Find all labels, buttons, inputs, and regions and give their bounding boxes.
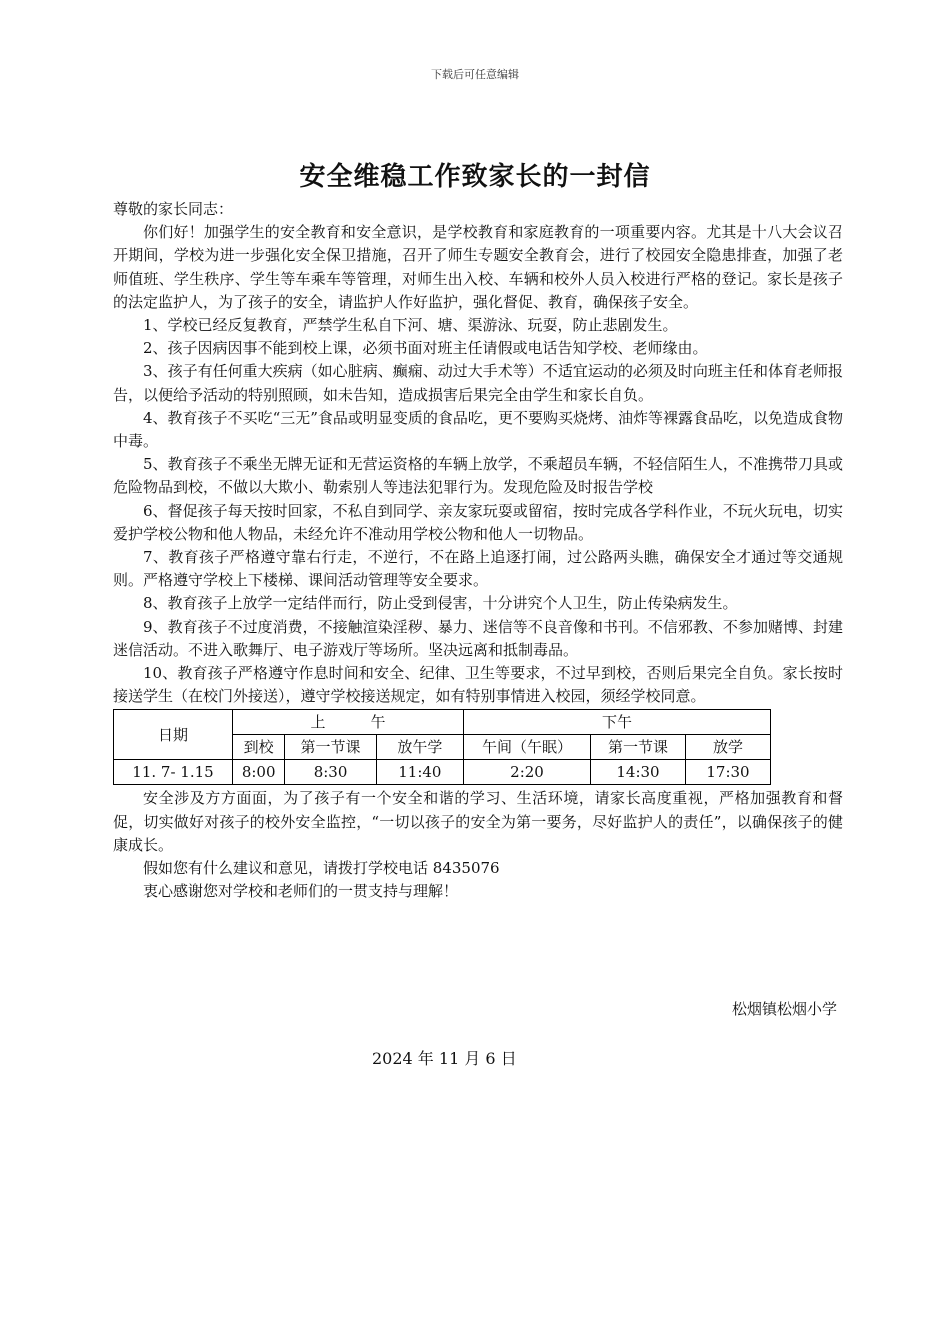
list-item: 9、教育孩子不过度消费，不接触渲染淫秽、暴力、迷信等不良音像和书刊。不信邪教、不参加赌博、封建迷信活动。不进入歌舞厅、电子游戏厅等场所。坚决远离和抵制毒品。 — [113, 617, 843, 659]
column-header: 第一节课 — [285, 735, 376, 760]
header-note: 下载后可任意编辑 — [431, 68, 519, 81]
column-header: 放学 — [686, 735, 771, 760]
schedule-table — [113, 709, 771, 785]
column-header: 第一节课 — [591, 735, 686, 760]
contact-line: 假如您有什么建议和意见，请拨打学校电话 8435076 — [143, 859, 500, 878]
table-row — [114, 760, 771, 785]
list-item: 2、孩子因病因事不能到校上课，必须书面对班主任请假或电话告知学校、老师缘由。 — [143, 339, 708, 358]
signature: 松烟镇松烟小学 — [731, 1000, 837, 1018]
list-item: 6、督促孩子每天按时回家，不私自到同学、亲友家玩耍或留宿，按时完成各学科作业，不玩火玩电，切实爱护学校公物和他人物品，未经允许不准动用学校公物和他人一切物品。 — [113, 501, 843, 543]
time-cell: 2:20 — [464, 760, 591, 785]
time-cell: 17:30 — [686, 760, 771, 785]
letter-date: 2024 年 11 月 6 日 — [372, 1049, 517, 1068]
list-item: 5、教育孩子不乘坐无牌无证和无营运资格的车辆上放学，不乘超员车辆，不轻信陌生人，不准携带刀具或危险物品到校，不做以大欺小、勒索别人等违法犯罪行为。发现危险及时报告学校 — [113, 455, 843, 497]
list-item: 7、教育孩子严格遵守靠右行走，不逆行，不在路上追逐打闹，过公路两头瞧，确保安全才通过等交通规则。严格遵守学校上下楼梯、课间活动管理等安全要求。 — [113, 548, 843, 590]
column-header: 午间（午眠） — [464, 735, 591, 760]
column-header: 到校 — [233, 735, 285, 760]
column-header: 放午学 — [376, 735, 463, 760]
am-header: 上 午 — [233, 710, 464, 735]
date-value: 11. 7- 1.15 — [114, 760, 233, 785]
list-item: 10、教育孩子严格遵守作息时间和安全、纪律、卫生等要求，不过早到校，否则后果完全自负。家长按时接送学生（在校门外接送），遵守学校接送规定，如有特别事情进入校园，须经学校同意。 — [113, 664, 843, 706]
thanks-line: 衷心感谢您对学校和老师们的一贯支持与理解！ — [143, 882, 459, 901]
time-cell: 8:00 — [233, 760, 285, 785]
list-item: 8、教育孩子上放学一定结伴而行，防止受到侵害，十分讲究个人卫生，防止传染病发生。 — [143, 594, 738, 613]
list-item: 3、孩子有任何重大疾病（如心脏病、癫痫、动过大手术等）不适宜运动的必须及时向班主任和体育老师报告，以便给予活动的特别照顾，如未告知，造成损害后果完全由学生和家长自负。 — [113, 362, 843, 404]
pm-header: 下午 — [464, 710, 771, 735]
time-cell: 14:30 — [591, 760, 686, 785]
time-cell: 11:40 — [376, 760, 463, 785]
letter-body — [113, 198, 843, 903]
intro-paragraph: 你们好！加强学生的安全教育和安全意识，是学校教育和家庭教育的一项重要内容。尤其是十八大会议召开期间，学校为进一步强化安全保卫措施，召开了师生专题安全教育会，进行了校园安全隐患排查，加强了老师值班、学生秩序、学生等车乘车等管理，对师生出入校、车辆和校外人员入校进行严格的登记。家长是孩子的法定监护人，为了孩子的安全，请监护人作好监护，强化督促、教育，确保孩子安全。 — [113, 223, 843, 311]
date-header: 日期 — [114, 710, 233, 760]
greeting: 尊敬的家长同志： — [113, 200, 234, 218]
closing-paragraph: 安全涉及方方面面，为了孩子有一个安全和谐的学习、生活环境，请家长高度重视，严格加强教育和督促，切实做好对孩子的校外安全监控，“一切以孩子的安全为第一要务，尽好监护人的责任”，以确保孩子的健康成长。 — [113, 789, 843, 854]
list-item: 1、学校已经反复教育，严禁学生私自下河、塘、渠游泳、玩耍，防止悲剧发生。 — [143, 316, 678, 335]
list-item: 4、教育孩子不买吃“三无”食品或明显变质的食品吃，更不要购买烧烤、油炸等裸露食品吃，以免造成食物中毒。 — [113, 408, 843, 451]
page-title: 安全维稳工作致家长的一封信 — [299, 162, 651, 192]
table-row — [114, 710, 771, 735]
time-cell: 8:30 — [285, 760, 376, 785]
